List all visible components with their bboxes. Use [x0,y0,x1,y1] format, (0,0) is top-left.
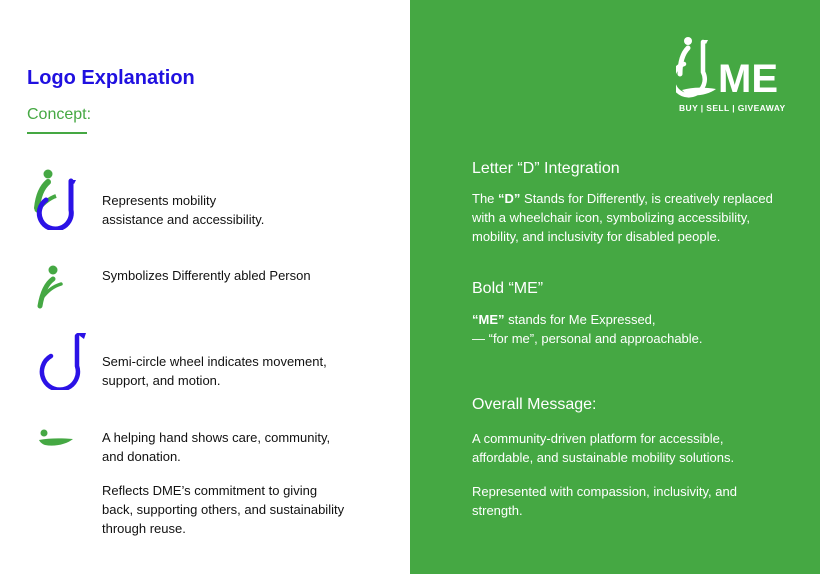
helping-hand-icon [37,426,77,450]
wheel-icon [34,330,94,390]
item-wheel-text: Semi-circle wheel indicates movement, support, and motion. [102,354,327,388]
concept-underline [27,132,87,134]
item-person-text: Symbolizes Differently abled Person [102,268,311,283]
concept-label: Concept: [27,106,92,123]
bold-me-heading: Bold “ME” [472,280,544,297]
item-mobility-text: Represents mobility assistance and accessibility. [102,193,265,227]
bold-me-line2: — “for me”, personal and approachable. [472,331,703,346]
right-panel [410,0,820,574]
overall-text-1: A community-driven platform for accessible, affordable, and sustainable mobility solutions. [472,431,735,465]
logo-letters: ME [718,57,778,101]
person-icon [34,264,68,310]
me-bold: “ME” [472,312,505,327]
page-title: Logo Explanation [27,67,195,89]
d-bold: “D” [498,191,521,206]
wheelchair-icon [30,168,84,230]
bold-me-text: “ME” stands for Me Expressed, — “for me”, personal and approachable. [472,312,703,346]
d-integration-heading: Letter “D” Integration [472,160,620,177]
d-integration-text: The “D” Stands for Differently, is creatively replaced with a wheelchair icon, symbolizing accessibility, mobility, and inclusivity for disabled people. [472,191,773,244]
overall-heading: Overall Message: [472,396,597,413]
logo-tagline: BUY | SELL | GIVEAWAY [679,103,786,113]
commitment-text: Reflects DME’s commitment to giving back, supporting others, and sustainability through reuse. [102,483,345,536]
item-hand-text: A helping hand shows care, community, and donation. [102,430,331,464]
overall-text-2: Represented with compassion, inclusivity, and strength. [472,484,737,518]
